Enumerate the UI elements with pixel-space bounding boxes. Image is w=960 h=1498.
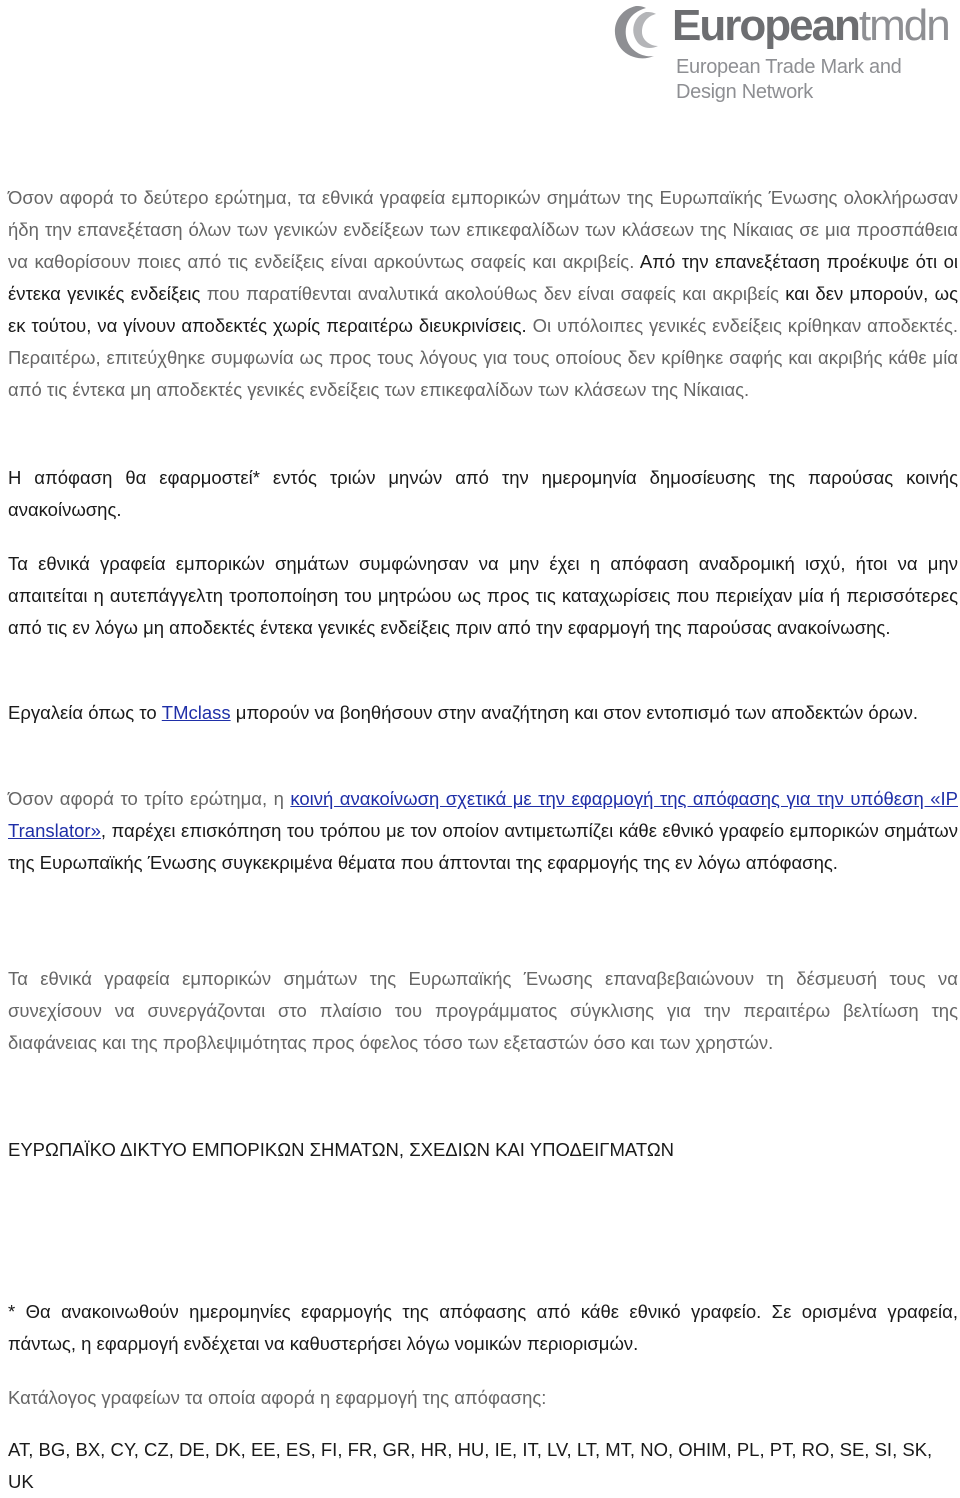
- logo-swirl-icon: [606, 2, 670, 64]
- tmclass-link[interactable]: TMclass: [161, 702, 231, 723]
- paragraph-no-retroactive: Τα εθνικά γραφεία εμπορικών σημάτων συμφώνησαν να μην έχει η απόφαση αναδρομική ισχύ, ήτοι να μην απαιτείται η αυτεπάγγελτη τροποποίηση του μητρώου ως προς τις καταχωρίσεις που περιείχαν μία ή περισσότερες από τις εν λόγω μη αποδεκτές έντεκα γενικές ενδείξεις πριν από την εφαρμογή της παρούσας ανακοίνωσης.: [8, 553, 958, 638]
- logo-subtitle-line2: Design Network: [676, 81, 813, 103]
- sentence: Οι υπόλοιπες γενικές ενδείξεις κρίθηκαν αποδεκτές.: [532, 315, 959, 336]
- logo-wordmark: Europeantmdn: [672, 1, 949, 50]
- ip-translator-communication-link[interactable]: κοινή ανακοίνωση σχετικά με την εφαρμογή της απόφασης για την υπόθεση «IP Translator»: [8, 788, 958, 841]
- european-tmdn-logo: [606, 0, 949, 110]
- paragraph-commitment: Τα εθνικά γραφεία εμπορικών σημάτων της Ευρωπαϊκής Ένωσης επαναβεβαιώνουν τη δέσμευσή τους να συνεχίσουν να συνεργάζονται στο πλαίσιο του προγράμματος σύγκλισης για την περαιτέρω βελτίωση της διαφάνειας και της προβλεψιμότητας προς όφελος τόσο των εξεταστών όσο και των χρηστών.: [8, 968, 958, 1053]
- signature-network: ΕΥΡΩΠΑΪΚΟ ΔΙΚΤΥΟ ΕΜΠΟΡΙΚΩΝ ΣΗΜΑΤΩΝ, ΣΧΕΔΙΩΝ ΚΑΙ ΥΠΟΔΕΙΓΜΑΤΩΝ: [8, 1139, 675, 1160]
- office-list: AT, BG, BX, CY, CZ, DE, DK, EE, ES, FI, FR, GR, HR, HU, IE, IT, LV, LT, MT, NO, OHIM, PL, PT, RO, SE, SI, SK, UK: [8, 1439, 933, 1492]
- logo-subtitle-line1: European Trade Mark and: [676, 56, 902, 78]
- office-list-title: Κατάλογος γραφείων τα οποία αφορά η εφαρμογή της απόφασης:: [8, 1387, 547, 1408]
- footnote: * Θα ανακοινωθούν ημερομηνίες εφαρμογής της απόφασης από κάθε εθνικό γραφείο. Σε ορισμένα γραφεία, πάντως, η εφαρμογή ενδέχεται να καθυστερήσει λόγω νομικών περιορισμών.: [8, 1301, 958, 1354]
- paragraph-third-question: Όσον αφορά το τρίτο ερώτημα, η κοινή ανακοίνωση σχετικά με την εφαρμογή της απόφασης για την υπόθεση «IP Translator», παρέχει επισκόπηση του τρόπου με τον οποίον αντιμετωπίζει κάθε εθνικό γραφείο εμπορικών σημάτων της Ευρωπαϊκής Ένωσης συγκεκριμένα θέματα που άπτονται της εφαρμογής της εν λόγω απόφασης.: [8, 788, 958, 873]
- sentence: Περαιτέρω, επιτεύχθηκε συμφωνία ως προς τους λόγους για τους οποίους δεν κρίθηκε σαφής και ακριβής κάθε μία από τις έντεκα μη αποδεκτές γενικές ενδείξεις των επικεφαλίδων των κλάσεων της Νίκαιας.: [8, 347, 958, 400]
- paragraph-second-question: [8, 182, 958, 406]
- sentence: Από την επανεξέταση προέκυψε ότι οι έντεκα γενικές ενδείξεις: [8, 251, 958, 304]
- paragraph-implementation: Η απόφαση θα εφαρμοστεί* εντός τριών μηνών από την ημερομηνία δημοσίευσης της παρούσας κοινής ανακοίνωσης.: [8, 467, 958, 520]
- sentence: που παρατίθενται αναλυτικά ακολούθως δεν είναι σαφείς και ακριβείς: [206, 283, 779, 304]
- sentence: και δεν μπορούν, ως εκ τούτου, να γίνουν αποδεκτές χωρίς περαιτέρω διευκρινίσεις.: [8, 283, 958, 336]
- paragraph-tools: Εργαλεία όπως το TMclass μπορούν να βοηθήσουν στην αναζήτηση και στον εντοπισμό των αποδεκτών όρων.: [8, 702, 918, 723]
- sentence: Όσον αφορά το δεύτερο ερώτημα, τα εθνικά γραφεία εμπορικών σημάτων της Ευρωπαϊκής Ένωσης ολοκλήρωσαν ήδη την επανεξέταση όλων των γενικών ενδείξεων των επικεφαλίδων των κλάσεων της Νίκαιας σε μια προσπάθεια να καθορίσουν ποιες από τις ενδείξεις είναι αρκούντως σαφείς και ακριβείς.: [8, 187, 958, 272]
